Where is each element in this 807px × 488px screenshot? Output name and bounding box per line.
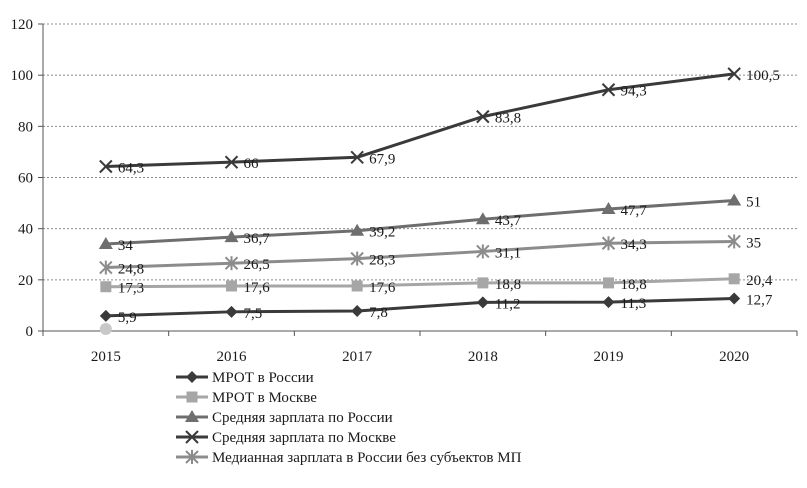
- legend-entry: [176, 390, 317, 406]
- data-point: [352, 280, 363, 291]
- legend-label: Средняя зарплата по Москве: [212, 430, 396, 446]
- legend-entry: [176, 410, 393, 426]
- data-label: 43,7: [494, 213, 522, 230]
- data-point: [351, 305, 363, 317]
- y-tick-label: 100: [10, 68, 33, 85]
- data-label: 36,7: [243, 231, 270, 248]
- legend-entry: [176, 430, 396, 446]
- data-label: 20,4: [746, 272, 773, 289]
- data-point: [477, 277, 488, 288]
- legend-marker: [187, 392, 198, 403]
- data-label: 17,6: [369, 279, 396, 296]
- data-point: [729, 273, 740, 284]
- data-label: 51: [746, 194, 762, 211]
- data-label: 28,3: [369, 252, 396, 269]
- y-tick-label: 0: [25, 324, 33, 340]
- y-tick-label: 20: [18, 272, 33, 289]
- data-point: [477, 296, 489, 308]
- x-tick-label: 2015: [90, 349, 121, 365]
- x-tick-label: 2020: [719, 349, 750, 365]
- data-label: 66: [243, 156, 259, 173]
- x-tick-label: 2017: [342, 349, 373, 365]
- data-label: 34: [117, 238, 133, 255]
- data-label: 12,7: [746, 292, 773, 309]
- data-label: 47,7: [620, 202, 647, 219]
- data-label: 17,6: [243, 279, 270, 296]
- legend-label: Средняя зарплата по России: [212, 410, 393, 426]
- data-point: [728, 293, 740, 305]
- data-label: 83,8: [494, 110, 522, 127]
- data-label: 11,3: [620, 296, 647, 313]
- y-tick-label: 120: [10, 17, 33, 33]
- legend-label: Медианная зарплата в России без субъектов МП: [212, 450, 522, 466]
- data-label: 100,5: [746, 67, 780, 84]
- data-label: 17,3: [117, 280, 145, 297]
- y-tick-label: 40: [18, 221, 33, 238]
- data-label: 24,8: [117, 261, 145, 278]
- legend-entry: [176, 370, 314, 386]
- data-label: 7,5: [243, 305, 263, 322]
- series-lines: [99, 68, 741, 335]
- data-point: [226, 280, 237, 291]
- data-point: [226, 306, 238, 318]
- legend-label: МРОТ в Москве: [212, 390, 317, 406]
- data-point: [100, 310, 112, 322]
- data-label: 31,1: [494, 245, 522, 262]
- data-point: [603, 277, 614, 288]
- data-label: 39,2: [369, 224, 396, 241]
- legend-entry: [176, 450, 522, 466]
- x-tick-label: 2018: [467, 349, 498, 365]
- data-label: 34,3: [620, 237, 647, 254]
- y-tick-label: 80: [18, 119, 33, 136]
- data-label: 18,8: [620, 276, 647, 293]
- data-point: [100, 323, 112, 335]
- data-label: 5,9: [117, 309, 137, 326]
- legend-marker: [186, 371, 198, 383]
- legend: [176, 370, 522, 466]
- data-label: 94,3: [620, 83, 647, 100]
- data-point: [100, 281, 111, 292]
- data-label: 18,8: [494, 276, 522, 293]
- data-label: 26,5: [243, 257, 270, 274]
- data-label: 64,3: [117, 160, 145, 177]
- data-label: 67,9: [369, 151, 396, 168]
- data-label: 11,2: [494, 296, 521, 313]
- data-label: 35: [746, 235, 762, 252]
- legend-label: МРОТ в России: [212, 370, 314, 386]
- x-tick-label: 2016: [216, 349, 247, 365]
- data-point: [603, 296, 615, 308]
- y-tick-label: 60: [18, 170, 33, 187]
- x-tick-label: 2019: [593, 349, 624, 365]
- data-label: 7,8: [369, 305, 388, 322]
